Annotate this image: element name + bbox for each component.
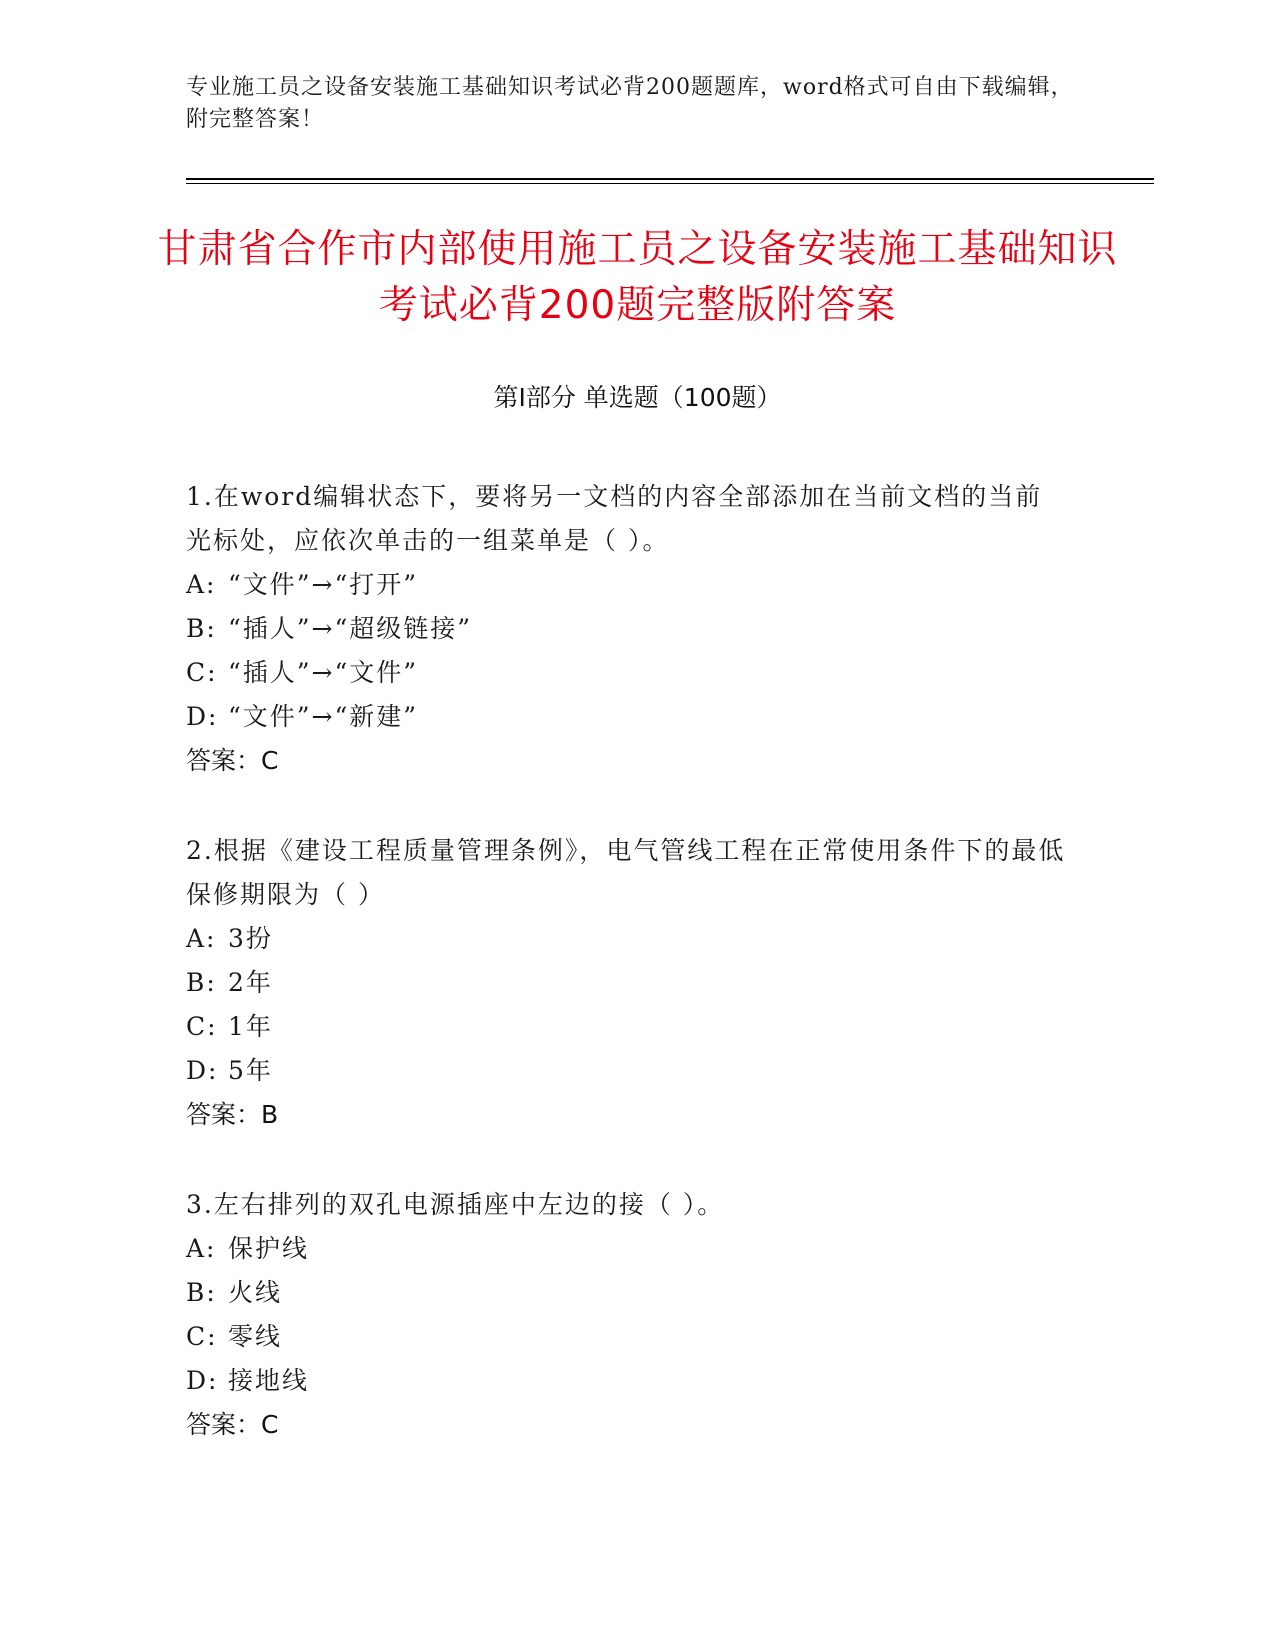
option-letter: A: bbox=[186, 570, 217, 599]
answer-line: 答案：B bbox=[186, 1100, 279, 1129]
option-d bbox=[186, 1049, 1066, 1093]
option-letter: D: bbox=[186, 1056, 219, 1085]
option-c bbox=[186, 1315, 1066, 1359]
question-2 bbox=[186, 829, 1066, 1137]
option-letter: A: bbox=[186, 1234, 217, 1263]
option-text: 接地线 bbox=[228, 1366, 310, 1395]
option-letter: B: bbox=[186, 968, 217, 997]
option-b bbox=[186, 1271, 1066, 1315]
question-stem: 2.根据《建设工程质量管理条例》，电气管线工程在正常使用条件下的最低保修期限为（ ） bbox=[186, 836, 1066, 909]
option-text: 保护线 bbox=[228, 1234, 310, 1263]
document-title: 甘肃省合作市内部使用施工员之设备安装施工基础知识考试必背200题完整版附答案 bbox=[157, 227, 1118, 328]
answer-line: 答案：C bbox=[186, 1410, 279, 1439]
option-letter: B: bbox=[186, 614, 217, 643]
question-1 bbox=[186, 475, 1066, 783]
option-text: “文件”→“新建” bbox=[228, 702, 419, 731]
option-text: 火线 bbox=[228, 1278, 283, 1307]
option-text: 3扮 bbox=[228, 924, 273, 953]
section-title: 第Ⅰ部分 单选题（100题） bbox=[493, 383, 782, 412]
option-text: “插人”→“超级链接” bbox=[228, 614, 473, 643]
option-letter: D: bbox=[186, 702, 219, 731]
header-note: 专业施工员之设备安装施工基础知识考试必背200题题库，word格式可自由下载编辑，附完整答案！ bbox=[186, 75, 1074, 132]
option-d bbox=[186, 695, 1066, 739]
header-divider-thin bbox=[186, 183, 1154, 184]
option-text: 5年 bbox=[228, 1056, 273, 1085]
option-a bbox=[186, 1227, 1066, 1271]
option-a bbox=[186, 563, 1066, 607]
option-text: “插人”→“文件” bbox=[228, 658, 419, 687]
option-b bbox=[186, 607, 1066, 651]
option-letter: B: bbox=[186, 1278, 217, 1307]
question-list bbox=[186, 475, 1066, 1493]
question-stem: 3.左右排列的双孔电源插座中左边的接（ ）。 bbox=[186, 1190, 725, 1219]
option-letter: C: bbox=[186, 1012, 218, 1041]
question-3 bbox=[186, 1183, 1066, 1447]
option-c bbox=[186, 651, 1066, 695]
option-c bbox=[186, 1005, 1066, 1049]
option-d bbox=[186, 1359, 1066, 1403]
option-text: 1年 bbox=[228, 1012, 273, 1041]
option-text: “文件”→“打开” bbox=[228, 570, 419, 599]
option-letter: A: bbox=[186, 924, 217, 953]
option-letter: C: bbox=[186, 658, 218, 687]
header-divider-thick bbox=[186, 178, 1154, 180]
option-a bbox=[186, 917, 1066, 961]
option-text: 2年 bbox=[228, 968, 273, 997]
answer-line: 答案：C bbox=[186, 746, 279, 775]
option-letter: D: bbox=[186, 1366, 219, 1395]
option-letter: C: bbox=[186, 1322, 218, 1351]
option-b bbox=[186, 961, 1066, 1005]
question-stem: 1.在word编辑状态下，要将另一文档的内容全部添加在当前文档的当前光标处，应依次单击的一组菜单是（ ）。 bbox=[186, 482, 1043, 555]
option-text: 零线 bbox=[228, 1322, 283, 1351]
